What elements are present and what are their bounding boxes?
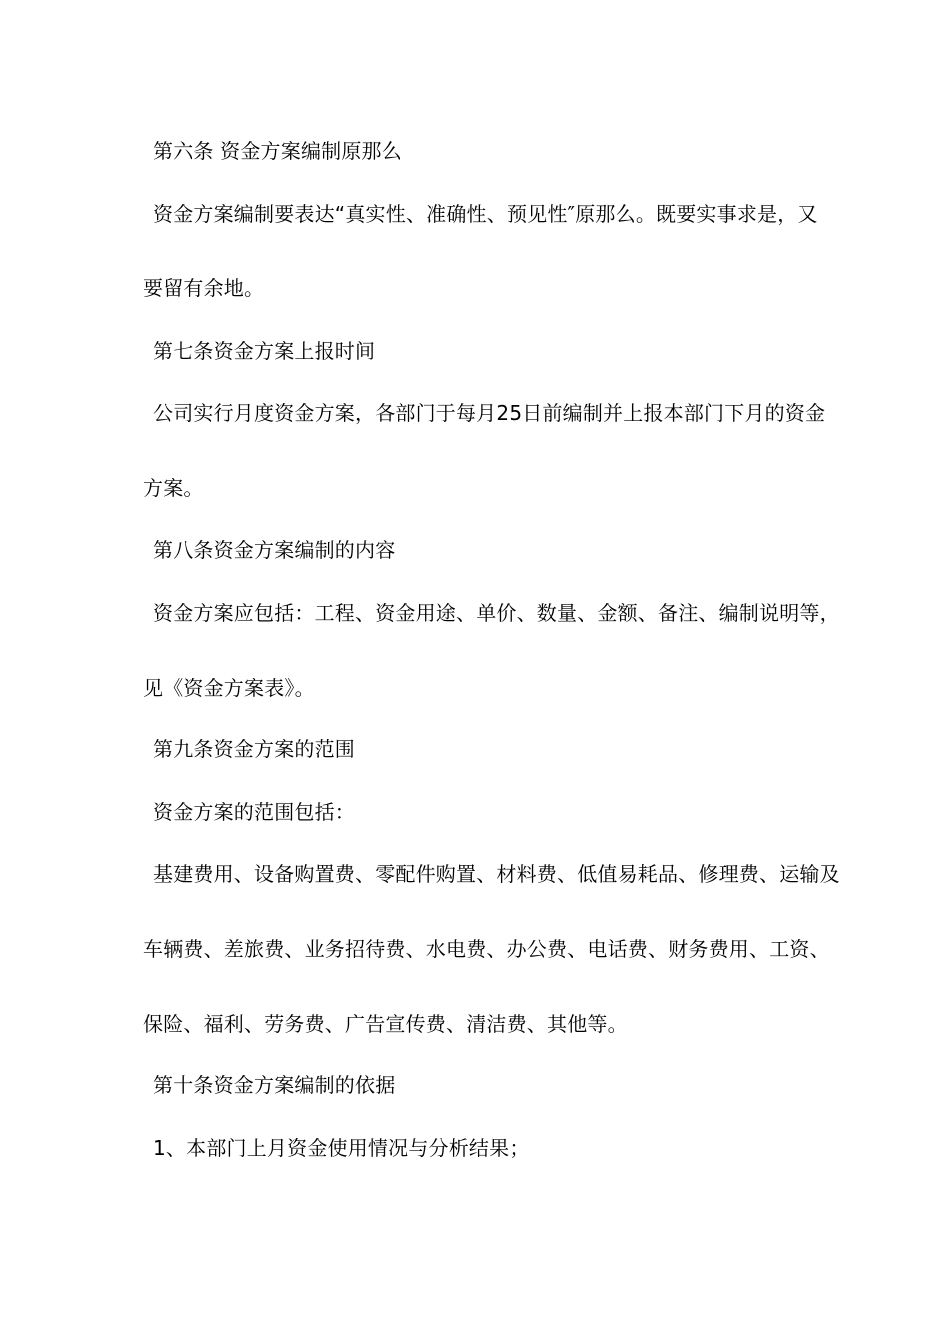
article-9-heading: 第九条资金方案的范围	[153, 737, 355, 761]
paragraph-line: 见《资金方案表》。	[143, 676, 315, 700]
article-8-heading: 第八条资金方案编制的内容	[153, 538, 396, 562]
paragraph-line: 资金方案应包括：工程、资金用途、单价、数量、金额、备注、编制说明等，	[153, 601, 840, 625]
paragraph-line: 要留有余地。	[143, 276, 265, 300]
paragraph-line: 公司实行月度资金方案，各部门于每月25日前编制并上报本部门下月的资金	[153, 401, 826, 425]
article-10-heading: 第十条资金方案编制的依据	[153, 1073, 396, 1097]
article-6-heading: 第六条 资金方案编制原那么	[153, 139, 402, 163]
paragraph-line: 车辆费、差旅费、业务招待费、水电费、办公费、电话费、财务费用、工资、	[143, 937, 830, 961]
paragraph-line: 资金方案编制要表达“真实性、准确性、预见性″原那么。既要实事求是，又	[153, 202, 818, 226]
list-item: 1、本部门上月资金使用情况与分析结果；	[153, 1136, 530, 1160]
article-7-heading: 第七条资金方案上报时间	[153, 339, 376, 363]
paragraph-line: 基建费用、设备购置费、零配件购置、材料费、低值易耗品、修理费、运输及	[153, 862, 840, 886]
paragraph-line: 保险、福利、劳务费、广告宣传费、清洁费、其他等。	[143, 1012, 628, 1036]
paragraph-line: 方案。	[143, 476, 204, 500]
paragraph-line: 资金方案的范围包括：	[153, 800, 355, 824]
